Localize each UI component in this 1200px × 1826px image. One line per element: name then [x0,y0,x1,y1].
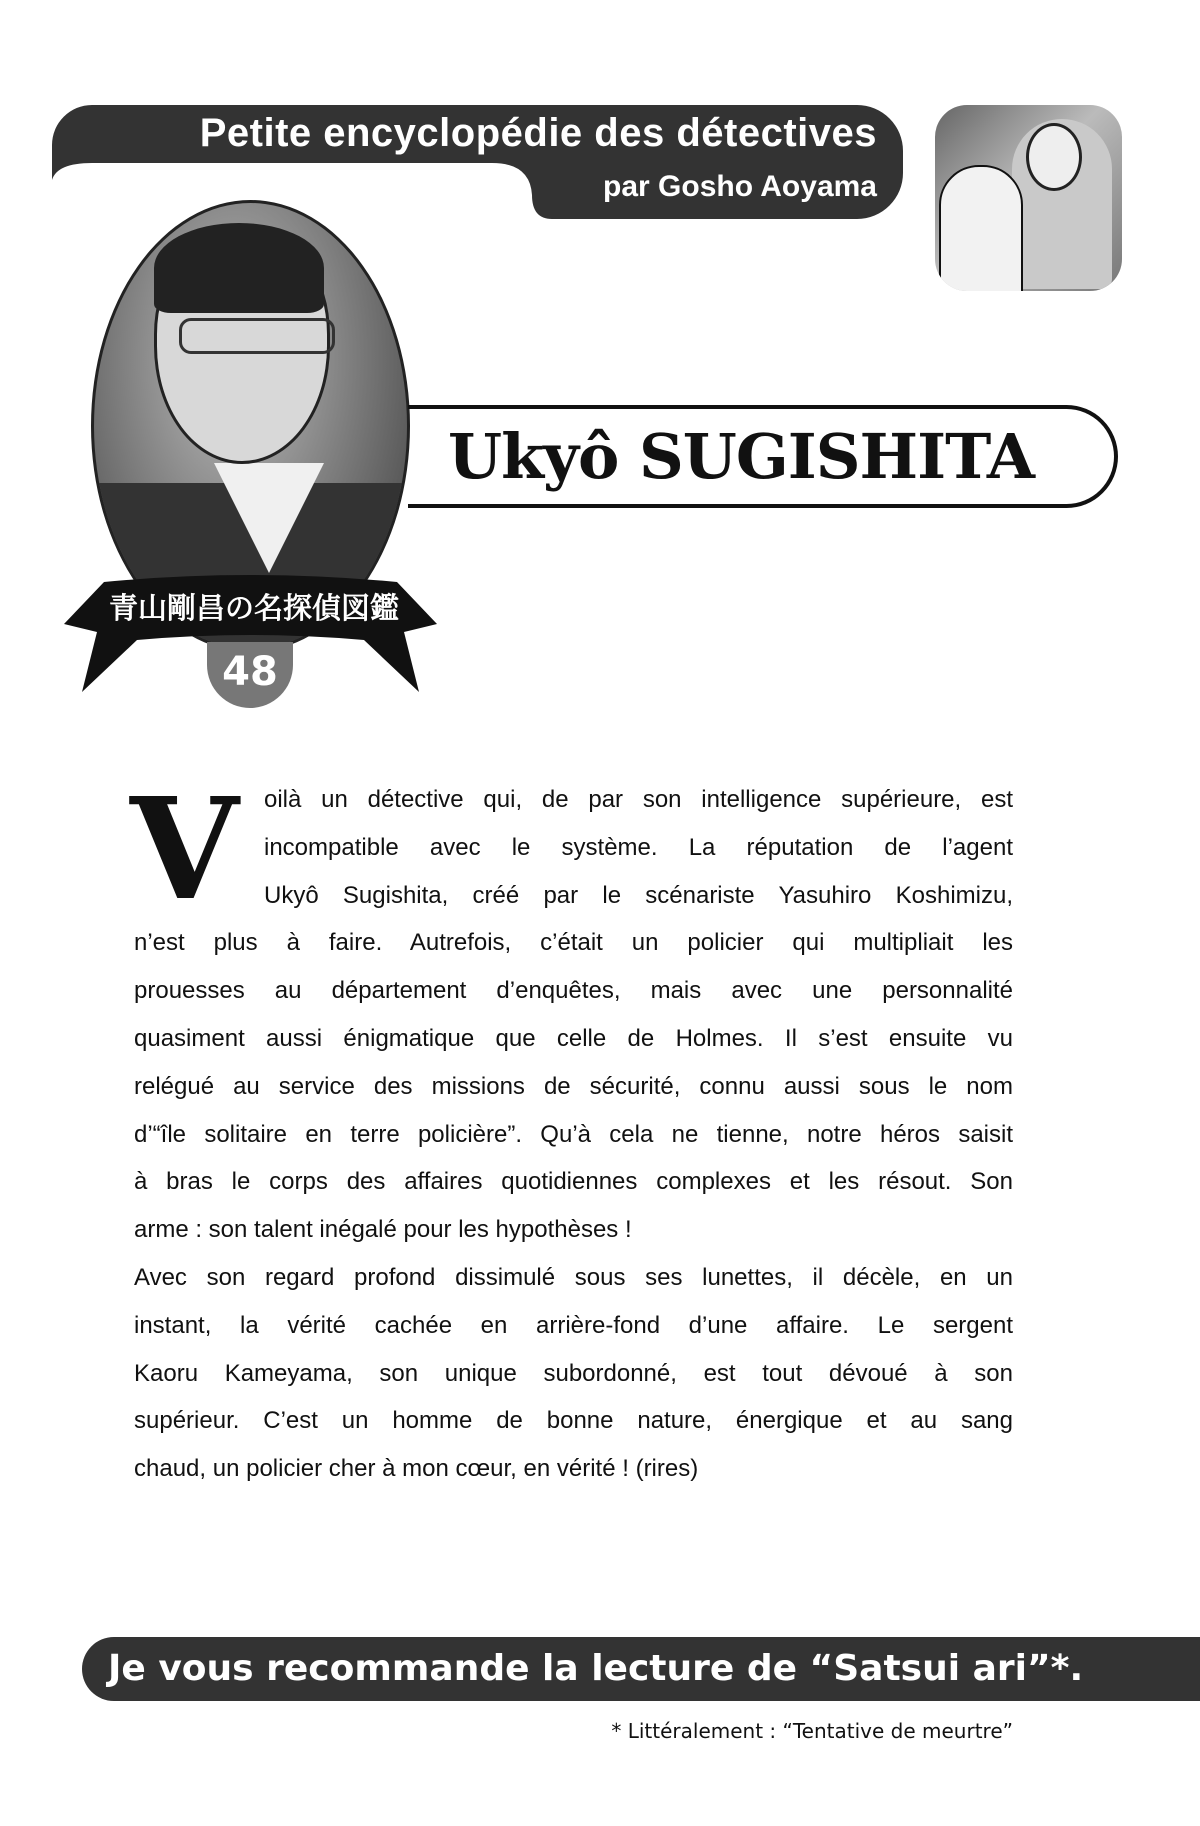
detective-name: Ukyô SUGISHITA [448,420,1034,493]
body-line: Avec son regard profond dissimulé sous ses lunettes, il décèle, en un [134,1263,1013,1291]
body-line: à bras le corps des affaires quotidiennes complexes et les résout. Son [134,1168,1013,1196]
body-line: chaud, un policier cher à mon cœur, en vérité ! (rires) [134,1455,699,1483]
author-photo [935,105,1122,291]
encyclopedia-ribbon-badge [64,574,437,709]
body-line: relégué au service des missions de sécurité, connu aussi sous le nom [134,1072,1013,1100]
body-line: oilà un détective qui, de par son intelligence supérieure, est [264,786,1013,813]
article-body [134,776,1013,1493]
body-line: incompatible avec le système. La réputation de l’agent [264,833,1013,861]
drop-cap: V [130,768,239,932]
body-line: n’est plus à faire. Autrefois, c’était un policier qui multipliait les [134,929,1013,957]
recommendation-text: Je vous recommande la lecture de “Satsui ari”*. [108,1648,1084,1689]
body-line: instant, la vérité cachée en arrière-fond d’une affaire. Le sergent [134,1311,1013,1339]
header-title: Petite encyclopédie des détectives [199,111,877,155]
portrait-hair [154,223,324,313]
encyclopedia-header-banner [52,105,903,219]
detective-name-box [408,405,1118,508]
body-line: d’“île solitaire en terre policière”. Qu’à cela ne tienne, notre héros saisit [134,1120,1013,1148]
body-line: prouesses au département d’enquêtes, mais avec une personnalité [134,977,1013,1005]
body-line: supérieur. C’est un homme de bonne nature, énergique et au sang [134,1407,1013,1435]
author-face [1026,123,1082,191]
footnote: * Littéralement : “Tentative de meurtre” [611,1719,1013,1743]
header-subtitle: par Gosho Aoyama [603,170,877,203]
body-line: arme : son talent inégalé pour les hypothèses ! [134,1216,632,1244]
entry-number: 48 [207,642,293,708]
ribbon-japanese-title: 青山剛昌の名探偵図鑑 [108,591,399,625]
body-line: Kaoru Kameyama, son unique subordonné, est tout dévoué à son [134,1359,1013,1387]
recommendation-bar [82,1637,1200,1701]
portrait-glasses [179,318,335,354]
conan-illustration [939,165,1023,291]
body-line: quasiment aussi énigmatique que celle de Holmes. Il s’est ensuite vu [134,1024,1013,1052]
body-line: Ukyô Sugishita, créé par le scénariste Yasuhiro Koshimizu, [264,881,1013,909]
